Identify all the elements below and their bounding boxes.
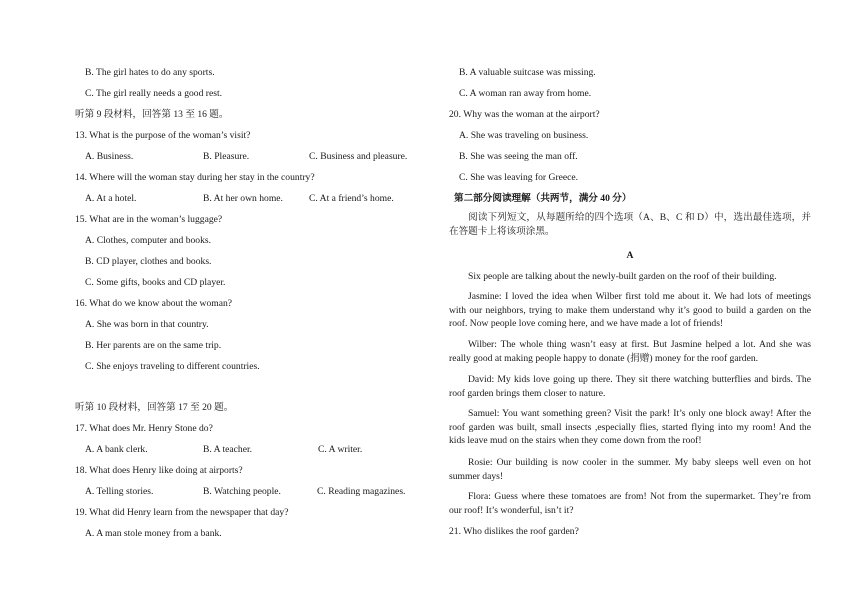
q18-option-a: A. Telling stories. <box>85 486 154 497</box>
passage-samuel-text: Samuel: You want something green? Visit the park! It’s only one block away! After the roof garden was built, small insects ,especially flies, started flying into my room! And the kids leave mud on the stairs when they come down from the roof! <box>449 408 811 447</box>
question-14: 14. Where will the woman stay during her stay in the country? <box>75 172 315 183</box>
q17-option-c: C. A writer. <box>318 444 363 455</box>
question-13: 13. What is the purpose of the woman’s visit? <box>75 130 251 141</box>
q12-option-b: B. The girl hates to do any sports. <box>85 67 215 78</box>
part-2-instruction-text: 阅读下列短文，从每题所给的四个选项（A、B、C 和 D）中，选出最佳选项，并在答题卡上将该项涂黑。 <box>449 212 811 237</box>
passage-david-text: David: My kids love going up there. They sit there watching butterflies and birds. The roof garden brings them closer to nature. <box>449 374 811 399</box>
q20-option-a: A. She was traveling on business. <box>459 130 589 141</box>
q14-option-a: A. At a hotel. <box>85 193 137 204</box>
passage-jasmine <box>449 290 811 331</box>
q20-option-c: C. She was leaving for Greece. <box>459 172 579 183</box>
q15-option-c: C. Some gifts, books and CD player. <box>85 277 226 288</box>
passage-wilber-text: Wilber: The whole thing wasn’t easy at first. But Jasmine helped a lot. And she was really good at making people happy to donate (捐赠) money for the roof garden. <box>449 339 811 364</box>
passage-samuel <box>449 407 811 448</box>
question-20: 20. Why was the woman at the airport? <box>449 109 600 120</box>
q19-option-a: A. A man stole money from a bank. <box>85 528 222 539</box>
part-2-instruction <box>449 211 811 238</box>
q12-option-c: C. The girl really needs a good rest. <box>85 88 223 99</box>
passage-intro <box>449 270 811 284</box>
passage-intro-text: Six people are talking about the newly-built garden on the roof of their building. <box>468 271 777 282</box>
q15-option-a: A. Clothes, computer and books. <box>85 235 212 246</box>
passage-wilber <box>449 338 811 365</box>
q16-option-c: C. She enjoys traveling to different countries. <box>85 361 260 372</box>
q13-option-a: A. Business. <box>85 151 134 162</box>
q13-option-b: B. Pleasure. <box>203 151 250 162</box>
section-10-instruction: 听第 10 段材料，回答第 17 至 20 题。 <box>75 402 234 413</box>
question-17: 17. What does Mr. Henry Stone do? <box>75 423 213 434</box>
question-18: 18. What does Henry like doing at airports? <box>75 465 243 476</box>
q14-option-b: B. At her own home. <box>203 193 283 204</box>
section-9-instruction: 听第 9 段材料，回答第 13 至 16 题。 <box>75 109 229 120</box>
q19-option-b: B. A valuable suitcase was missing. <box>459 67 596 78</box>
q20-option-b: B. She was seeing the man off. <box>459 151 578 162</box>
passage-flora <box>449 490 811 517</box>
question-15: 15. What are in the woman’s luggage? <box>75 214 223 225</box>
q18-option-b: B. Watching people. <box>203 486 281 497</box>
question-16: 16. What do we know about the woman? <box>75 298 233 309</box>
passage-jasmine-text: Jasmine: I loved the idea when Wilber first told me about it. We had lots of meetings with our neighbors, trying to make them understand why it’s good to build a garden on the roof. Now people love coming here, and we have made a lot of friends! <box>449 291 811 330</box>
q14-option-c: C. At a friend’s home. <box>309 193 394 204</box>
passage-flora-text: Flora: Guess where these tomatoes are from! Not from the supermarket. They’re from our roof! It’s wonderful, isn’t it? <box>449 491 811 516</box>
passage-label: A <box>626 250 634 261</box>
question-19: 19. What did Henry learn from the newspaper that day? <box>75 507 289 518</box>
passage-rosie <box>449 456 811 483</box>
passage-rosie-text: Rosie: Our building is now cooler in the summer. My baby sleeps well even on hot summer days! <box>449 457 811 482</box>
part-2-title: 第二部分阅读理解（共两节，满分 40 分） <box>454 193 632 204</box>
passage-david <box>449 373 811 400</box>
question-21: 21. Who dislikes the roof garden? <box>449 526 579 537</box>
q13-option-c: C. Business and pleasure. <box>309 151 408 162</box>
q18-option-c: C. Reading magazines. <box>317 486 406 497</box>
q19-option-c: C. A woman ran away from home. <box>459 88 592 99</box>
q17-option-a: A. A bank clerk. <box>85 444 148 455</box>
q16-option-b: B. Her parents are on the same trip. <box>85 340 222 351</box>
q17-option-b: B. A teacher. <box>203 444 253 455</box>
q15-option-b: B. CD player, clothes and books. <box>85 256 212 267</box>
q16-option-a: A. She was born in that country. <box>85 319 209 330</box>
